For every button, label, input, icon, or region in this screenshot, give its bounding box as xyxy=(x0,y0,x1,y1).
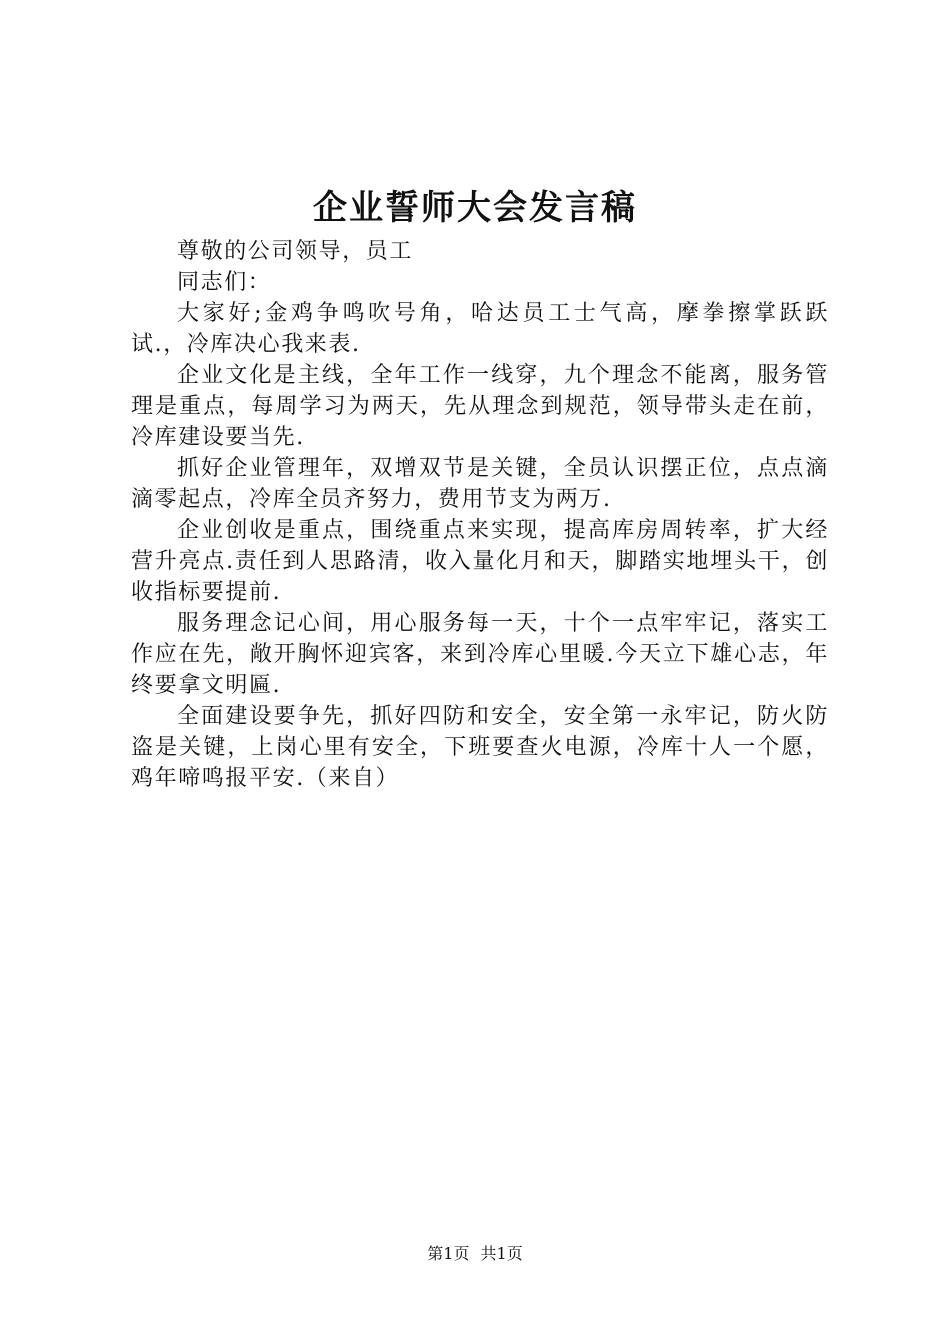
body-paragraph: 大家好;金鸡争鸣吹号角，哈达员工士气高，摩拳擦掌跃跃试.，冷库决心我来表. xyxy=(131,301,829,357)
body-paragraph: 企业创收是重点，围绕重点来实现，提高库房周转率，扩大经营升亮点.责任到人思路清，收入量化月和天，脚踏实地埋头干，创收指标要提前. xyxy=(131,518,829,605)
page-total: 共1页 xyxy=(480,1244,523,1263)
body-paragraph: 服务理念记心间，用心服务每一天，十个一点牢牢记，落实工作应在先，敞开胸怀迎宾客，来到冷库心里暖.今天立下雄心志，年终要拿文明匾. xyxy=(131,611,829,698)
page-number: 第1页 xyxy=(427,1244,470,1263)
page-footer xyxy=(0,1242,950,1266)
body-paragraph: 全面建设要争先，抓好四防和安全，安全第一永牢记，防火防盗是关键，上岗心里有安全，下班要查火电源，冷库十人一个愿，鸡年啼鸣报平安.（来自） xyxy=(131,704,829,791)
body-paragraph: 企业文化是主线，全年工作一线穿，九个理念不能离，服务管理是重点，每周学习为两天，先从理念到规范，领导带头走在前，冷库建设要当先. xyxy=(131,363,829,450)
salutation-line-1: 尊敬的公司领导，员工 xyxy=(177,239,414,264)
salutation-line-2: 同志们： xyxy=(177,270,272,295)
document-title: 企业誓师大会发言稿 xyxy=(313,188,637,228)
document-body xyxy=(131,236,829,794)
body-paragraph: 抓好企业管理年，双增双节是关键，全员认识摆正位，点点滴滴零起点，冷库全员齐努力，费用节支为两万. xyxy=(131,456,829,512)
